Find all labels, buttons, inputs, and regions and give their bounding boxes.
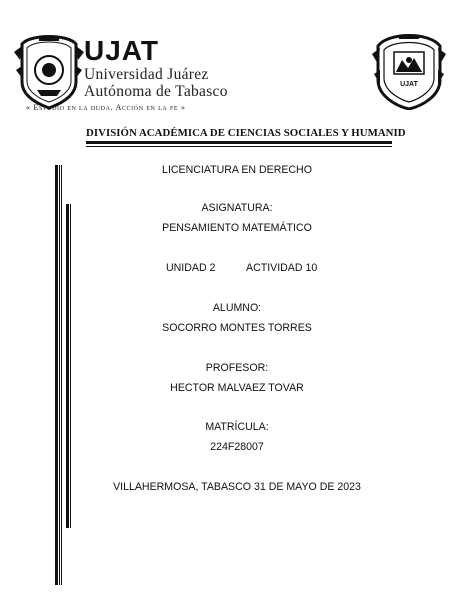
brand-name-line-1: Universidad Juárez — [84, 66, 209, 83]
subject-label: ASIGNATURA: — [201, 202, 273, 214]
header-divider-thick — [86, 141, 392, 144]
student-name: SOCORRO MONTES TORRES — [162, 322, 312, 334]
division-heading: DIVISIÓN ACADÉMICA DE CIENCIAS SOCIALES Y HUMANID — [86, 127, 406, 139]
place-and-date: VILLAHERMOSA, TABASCO 31 DE MAYO DE 2023 — [113, 481, 361, 493]
unit-number: UNIDAD 2 — [166, 262, 216, 274]
activity-number: ACTIVIDAD 10 — [246, 262, 318, 274]
brand-name-line-2: Autónoma de Tabasco — [84, 83, 228, 100]
university-seal-left-icon — [12, 30, 86, 110]
university-motto: « Estudio en la duda. Acción en la fe » — [26, 103, 186, 112]
university-seal-right-icon — [372, 30, 446, 110]
university-brand — [84, 36, 344, 100]
enrollment-number: 224F28007 — [210, 441, 264, 453]
brand-acronym: UJAT — [84, 35, 160, 66]
seal-right-text: UJAT — [400, 81, 418, 88]
header-divider-thin — [86, 146, 392, 147]
program-name: LICENCIATURA EN DERECHO — [162, 164, 312, 176]
enrollment-label: MATRÍCULA: — [205, 421, 269, 433]
subject-value: PENSAMIENTO MATEMÁTICO — [162, 222, 312, 234]
student-label: ALUMNO: — [212, 302, 262, 314]
teacher-label: PROFESOR: — [205, 362, 269, 374]
teacher-name: HECTOR MALVAEZ TOVAR — [170, 382, 304, 394]
